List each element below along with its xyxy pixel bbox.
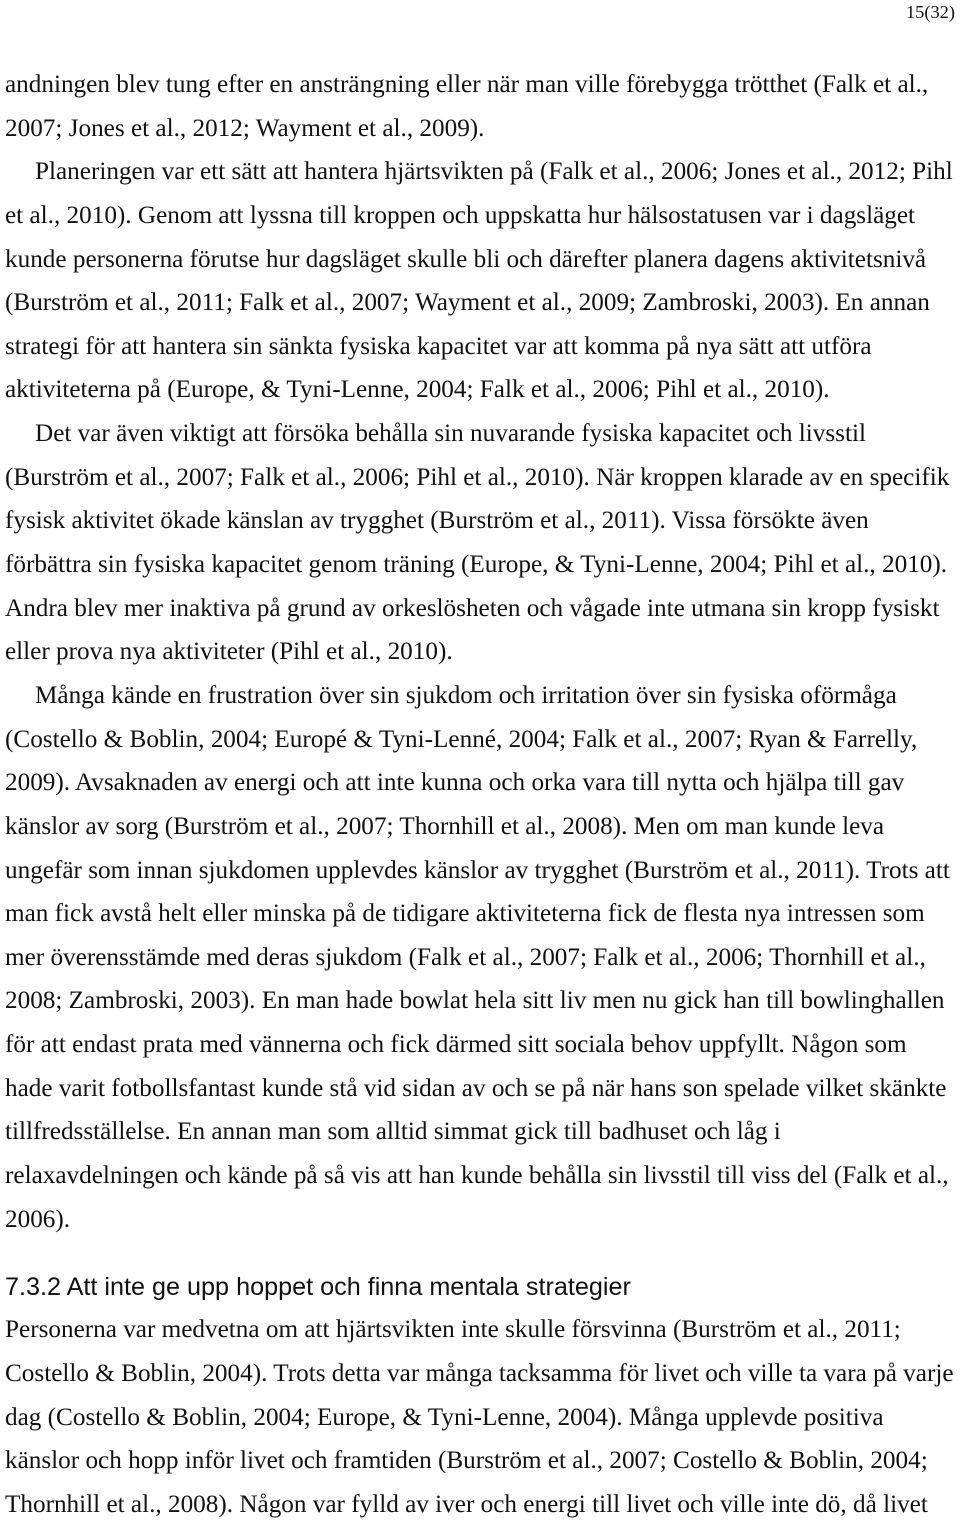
text-line: tillfredsställelse. En annan man som alltid simmat gick till badhuset och låg i xyxy=(5,1118,781,1146)
text-line: Planeringen var ett sätt att hantera hjärtsvikten på (Falk et al., 2006; Jones et al., 2012; Pihl xyxy=(35,158,953,186)
text-line: Personerna var medvetna om att hjärtsvikten inte skulle försvinna (Burström et al., 2011; xyxy=(5,1316,901,1344)
text-line: för att endast prata med vännerna och fick därmed sitt sociala behov uppfyllt. Någon som xyxy=(5,1031,907,1059)
text-line: andningen blev tung efter en ansträngning eller när man ville förebygga trötthet (Falk et al., xyxy=(5,71,929,98)
text-line: fysisk aktivitet ökade känslan av trygghet (Burström et al., 2011). Vissa försökte även xyxy=(5,507,869,535)
paragraph xyxy=(5,1313,955,1522)
text-line: Costello & Boblin, 2004). Trots detta var många tacksamma för livet och ville ta vara på varje xyxy=(5,1360,954,1388)
text-line: 2006). xyxy=(5,1205,71,1233)
page-content xyxy=(5,68,955,1522)
text-line: ungefär som innan sjukdomen upplevdes känslor av trygghet (Burström et al., 2011). Trots att xyxy=(5,856,950,884)
paragraph xyxy=(5,417,955,679)
text-line: 2007; Jones et al., 2012; Wayment et al., 2009). xyxy=(5,114,485,142)
text-line: Det var även viktigt att försöka behålla sin nuvarande fysiska kapacitet och livsstil xyxy=(35,420,866,448)
text-line: (Burström et al., 2007; Falk et al., 2006; Pihl et al., 2010). När kroppen klarade av en specifik xyxy=(5,463,950,491)
text-line: 2009). Avsaknaden av energi och att inte kunna och orka vara till nytta och hjälpa till gav xyxy=(5,769,905,797)
text-line: man fick avstå helt eller minska på de tidigare aktiviteterna fick de flesta nya intressen som xyxy=(5,900,925,928)
section-heading: 7.3.2 Att inte ge upp hoppet och finna mentala strategier xyxy=(5,1272,631,1301)
paragraph xyxy=(5,679,955,1246)
paragraph xyxy=(5,155,955,417)
text-line: känslor och hopp inför livet och framtiden (Burström et al., 2007; Costello & Boblin, 2004; xyxy=(5,1447,928,1475)
text-line: Andra blev mer inaktiva på grund av orkeslösheten och vågade inte utmana sin kropp fysiskt xyxy=(5,594,940,622)
text-line: mer överensstämde med deras sjukdom (Falk et al., 2007; Falk et al., 2006; Thornhill et al., xyxy=(5,943,926,971)
text-line: Thornhill et al., 2008). Någon var fylld av iver och energi till livet och ville inte dö, då livet xyxy=(5,1490,928,1518)
text-line: relaxavdelningen och kände på så vis att han kunde behålla sin livsstil till viss del (Falk et al., xyxy=(5,1162,949,1190)
text-line: (Burström et al., 2011; Falk et al., 2007; Wayment et al., 2009; Zambroski, 2003). En annan xyxy=(5,289,930,317)
page-number: 15(32) xyxy=(905,2,955,22)
text-line: aktiviteterna på (Europe, & Tyni-Lenne, 2004; Falk et al., 2006; Pihl et al., 2010). xyxy=(5,376,830,404)
text-line: känslor av sorg (Burström et al., 2007; Thornhill et al., 2008). Men om man kunde leva xyxy=(5,812,885,840)
text-line: Många kände en frustration över sin sjukdom och irritation över sin fysiska oförmåga xyxy=(35,681,897,709)
text-line: dag (Costello & Boblin, 2004; Europe, & Tyni-Lenne, 2004). Många upplevde positiva xyxy=(5,1403,884,1431)
text-line: förbättra sin fysiska kapacitet genom träning (Europe, & Tyni-Lenne, 2004; Pihl et al., 2010). xyxy=(5,551,948,579)
text-line: hade varit fotbollsfantast kunde stå vid sidan av och se på när hans son spelade vilket skänkte xyxy=(5,1074,947,1102)
text-line: et al., 2010). Genom att lyssna till kroppen och uppskatta hur hälsostatusen var i dagsläget xyxy=(5,201,916,229)
text-line: kunde personerna förutse hur dagsläget skulle bli och därefter planera dagens aktivitetsnivå xyxy=(5,245,927,273)
text-line: strategi för att hantera sin sänkta fysiska kapacitet var att komma på nya sätt att utföra xyxy=(5,332,872,360)
text-line: eller prova nya aktiviteter (Pihl et al., 2010). xyxy=(5,638,453,666)
paragraph xyxy=(5,68,955,155)
section xyxy=(5,1246,955,1522)
text-line: (Costello & Boblin, 2004; Europé & Tyni-Lenné, 2004; Falk et al., 2007; Ryan & Farrelly, xyxy=(5,725,918,753)
text-line: 2008; Zambroski, 2003). En man hade bowlat hela sitt liv men nu gick han till bowlinghallen xyxy=(5,987,945,1015)
